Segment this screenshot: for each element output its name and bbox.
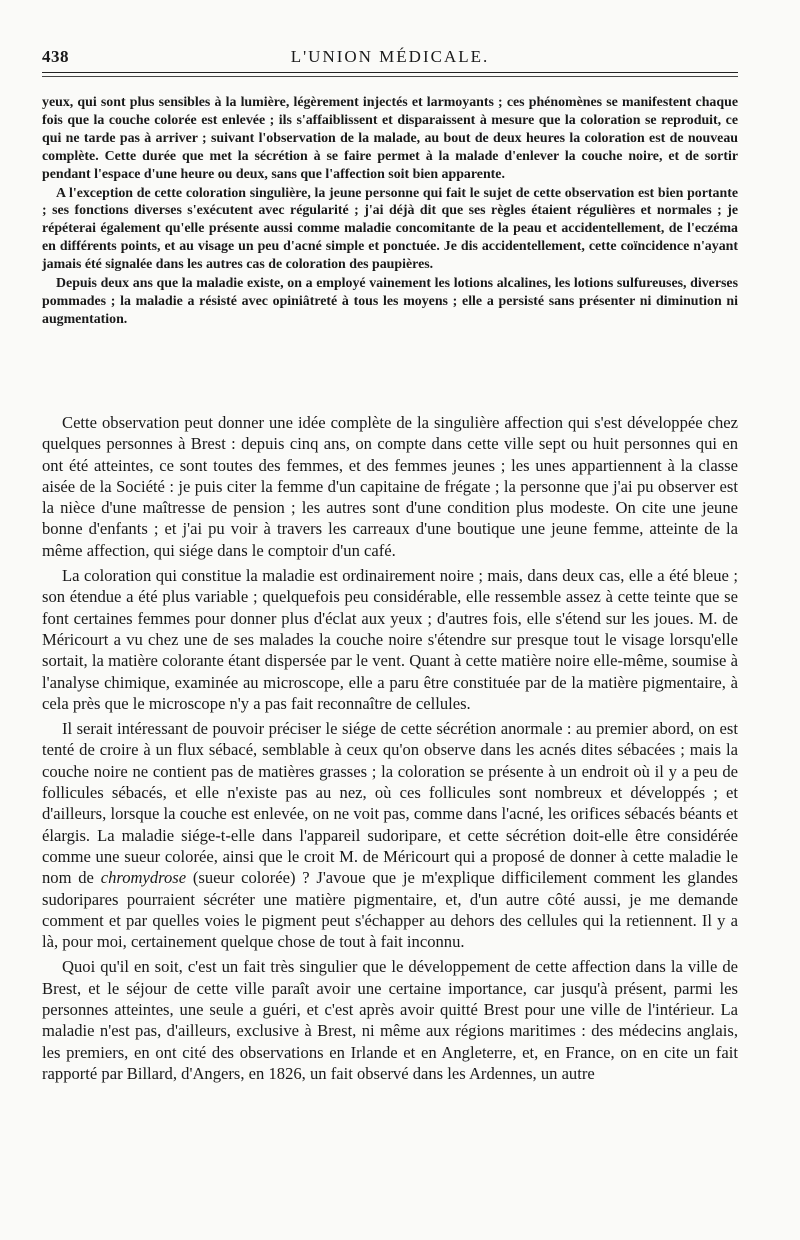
header-rule-thin — [42, 76, 738, 77]
body-paragraph — [42, 718, 738, 952]
header-rule — [42, 72, 738, 73]
body-paragraph: La coloration qui constitue la maladie est ordinairement noire ; mais, dans deux cas, elle a été bleue ; son étendue a été plus variable ; quelquefois peu considérable, elle ressemble assez à cette teinte que se font certaines femmes pour donner plus d'éclat aux yeux ; d'autres fois, elle s'étend sur les joues. M. de Méricourt a vu chez une de ses malades la couche noire s'étendre sur presque tout le visage lorsqu'elle sortait, la matière colorante étant dispersée par le vent. Quant à cette matière noire elle-même, soumise à l'analyse chimique, examinée au microscope, elle a paru être constituée par de la matière pigmentaire, à cela près que le microscope n'y a pas fait reconnaître de cellules. — [42, 566, 738, 713]
observation-continuation — [42, 94, 738, 330]
page-header — [42, 0, 738, 66]
small-paragraph: A l'exception de cette coloration singulière, la jeune personne qui fait le sujet de cette observation est bien portante ; ses fonctions diverses s'exécutent avec régularité ; j'ai déjà dit que ses règles étaient régulières et normales ; je répéterai également qu'elle présente aussi comme maladie concomitante de la peau et accidentellement, de l'eczéma en différents points, et au visage un peu d'acné simple et ponctuée. Je dis accidentellement, cette coïncidence n'ayant jamais été signalée dans les autres cas de coloration des paupières. — [42, 185, 738, 273]
body-paragraph: Quoi qu'il en soit, c'est un fait très singulier que le développement de cette affection dans la ville de Brest, et le séjour de cette ville paraît avoir une certaine importance, car jusqu'à présent, parmi les personnes atteintes, une seule a guéri, et c'est après avoir quitté Brest pour une ville de l'intérieur. La maladie n'est pas, d'ailleurs, exclusive à Brest, ni même aux régions maritimes : des médecins anglais, les premiers, en ont cité des observations en Irlande et en Angleterre, et, en France, on en cite un fait rapporté par Billard, d'Angers, en 1826, un fait observé dans les Ardennes, un autre — [42, 957, 738, 1083]
running-title: L'UNION MÉDICALE. — [290, 47, 490, 66]
commentary-text — [42, 412, 738, 1084]
term-chromydrose: chromydrose — [100, 868, 187, 888]
body-paragraph: Cette observation peut donner une idée complète de la singulière affection qui s'est développée chez quelques personnes à Brest : depuis cinq ans, on compte dans cette ville sept ou huit personnes qui en ont été atteintes, ce sont toutes des femmes, et des femmes jeunes ; les unes appartiennent à la classe aisée de la Société : je puis citer la femme d'un capitaine de frégate ; la personne que j'ai pu observer est la nièce d'une maîtresse de pension ; les autres sont d'une condition plus modeste. On cite une jeune bonne d'enfants ; et j'ai pu voir à travers les carreaux d'une boutique une jeune femme, atteinte de la même affection, qui siége dans le comptoir d'un café. — [42, 413, 738, 560]
small-paragraph: Depuis deux ans que la maladie existe, on a employé vainement les lotions alcalines, les lotions sulfureuses, diverses pommades ; la maladie a résisté avec opiniâtreté à tous les moyens ; elle a persisté sans présenter ni diminution ni augmentation. — [42, 276, 738, 327]
body-text: Il serait intéressant de pouvoir préciser le siége de cette sécrétion anormale : au premier abord, on est tenté de croire à un flux sébacé, semblable à ceux qu'on observe dans les acnés dites sébacées ; mais la couche noire ne contient pas de matières grasses ; la coloration se présente à un endroit où il y a peu de follicules sébacés, et elle n'existe pas au nez, où ces follicules sont nombreux et développés ; et d'ailleurs, lorsque la couche est enlevée, on ne voit pas, comme dans l'acné, les orifices sébacés béants et élargis. La maladie siége-t-elle dans l'appareil sudoripare, et cette sécrétion doit-elle être considérée comme une sueur colorée, ainsi que le croit M. de Méricourt qui a proposé de donner à cette maladie le nom de — [42, 719, 738, 888]
body-text: (sueur colorée) ? J'avoue que je m'explique difficilement comment les glandes sudoripares pourraient sécréter une matière pigmentaire, et, d'un autre côté aussi, je me demande comment et par quelles voies le pigment peut s'échapper au dehors des cellules qui la retiennent. Il y a là, pour moi, certainement quelque chose de tout à fait inconnu. — [42, 868, 739, 952]
page-number: 438 — [42, 47, 69, 66]
small-paragraph: yeux, qui sont plus sensibles à la lumière, légèrement injectés et larmoyants ; ces phénomènes se manifestent chaque fois que la couche colorée est enlevée ; ils s'affaiblissent et disparaissent à mesure que la coloration se reproduit, ce qui ne tarde pas à arriver ; suivant l'observation de la malade, au bout de deux heures la coloration est de nouveau complète. Cette durée que met la sécrétion à se faire permet à la malade d'enlever la couche noire, et de sortir pendant l'espace d'une heure ou deux, sans que l'affection soit bien apparente. — [42, 95, 738, 182]
